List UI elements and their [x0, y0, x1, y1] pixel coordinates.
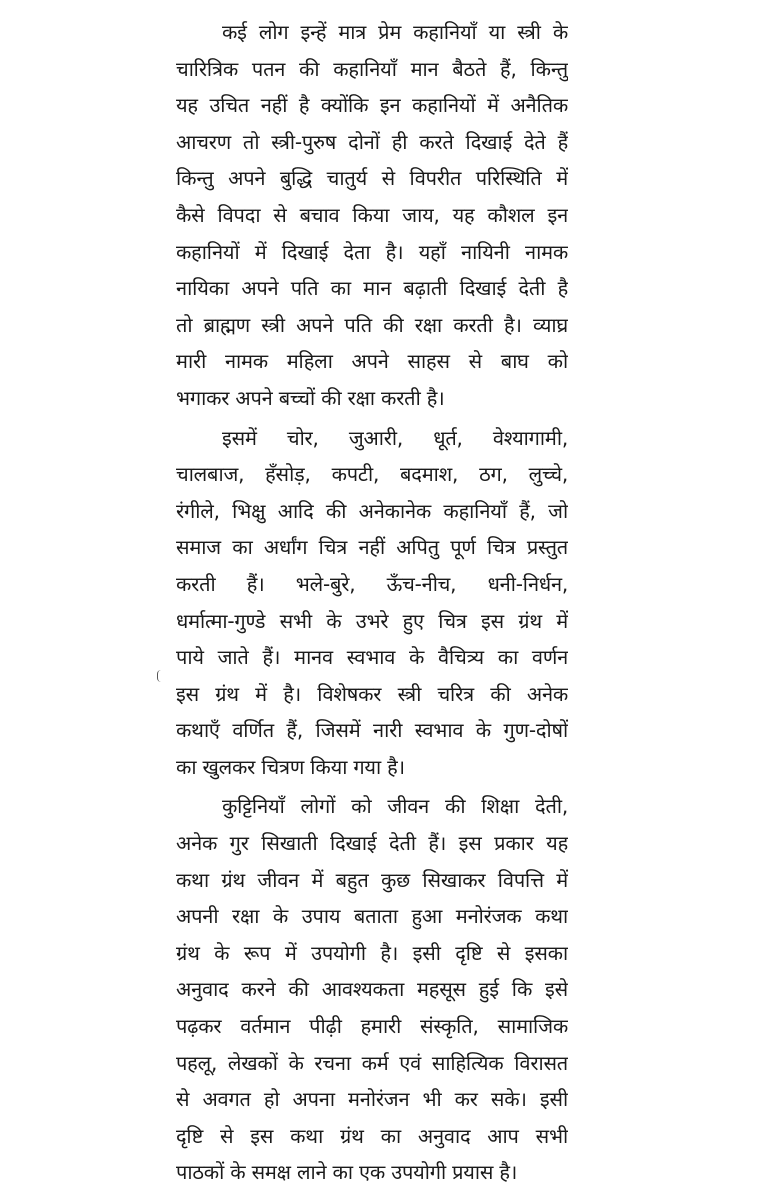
text-line: आचरण तो स्त्री-पुरुष दोनों ही करते दिखाई देते हैं — [176, 129, 568, 154]
text-line: किन्तु अपने बुद्धि चातुर्य से विपरीत परिस्थिति में — [176, 166, 568, 191]
text-line: इसमें चोर, जुआरी, धूर्त, वेश्यागामी, — [222, 425, 568, 450]
text-line: तो ब्राह्मण स्त्री अपने पति की रक्षा करती है। व्याघ्र — [176, 312, 568, 337]
text-line: कैसे विपदा से बचाव किया जाय, यह कौशल इन — [176, 202, 568, 227]
text-line: कई लोग इन्हें मात्र प्रेम कहानियाँ या स्त्री के — [222, 20, 568, 44]
text-line: धर्मात्मा-गुण्डे सभी के उभरे हुए चित्र इस ग्रंथ में — [176, 608, 568, 633]
text-line: अनुवाद करने की आवश्यकता महसूस हुई कि इसे — [176, 977, 568, 1002]
text-line: चालबाज, हँसोड़, कपटी, बदमाश, ठग, लुच्चे, — [176, 462, 568, 487]
text-line: रंगीले, भिक्षु आदि की अनेकानेक कहानियाँ हैं, जो — [176, 498, 568, 523]
margin-mark — [157, 670, 162, 682]
text-line: अनेक गुर सिखाती दिखाई देती हैं। इस प्रकार यह — [176, 831, 568, 856]
document-page — [176, 14, 568, 1191]
text-line: अपनी रक्षा के उपाय बताता हुआ मनोरंजक कथा — [176, 904, 568, 929]
text-line: ग्रंथ के रूप में उपयोगी है। इसी दृष्टि से इसका — [176, 940, 568, 965]
text-line: चारित्रिक पतन की कहानियाँ मान बैठते हैं, किन्तु — [176, 56, 568, 81]
text-line: मारी नामक महिला अपने साहस से बाघ को — [176, 349, 568, 374]
text-line: कथाएँ वर्णित हैं, जिसमें नारी स्वभाव के गुण-दोषों — [176, 718, 568, 743]
text-line: का खुलकर चित्रण किया गया है। — [176, 754, 405, 779]
text-line: कहानियों में दिखाई देता है। यहाँ नायिनी नामक — [176, 239, 568, 264]
text-line: नायिका अपने पति का मान बढ़ाती दिखाई देती है — [176, 276, 568, 301]
text-line: करती हैं। भले-बुरे, ऊँच-नीच, धनी-निर्धन, — [176, 571, 568, 596]
text-line: कुट्टिनियाँ लोगों को जीवन की शिक्षा देती, — [222, 794, 568, 819]
text-line: इस ग्रंथ में है। विशेषकर स्त्री चरित्र की अनेक — [176, 681, 568, 706]
text-line: समाज का अर्धांग चित्र नहीं अपितु पूर्ण चित्र प्रस्तुत — [176, 535, 568, 560]
text-line: यह उचित नहीं है क्योंकि इन कहानियों में अनैतिक — [176, 93, 568, 118]
text-line: दृष्टि से इस कथा ग्रंथ का अनुवाद आप सभी — [176, 1123, 568, 1148]
text-line: पाठकों के समक्ष लाने का एक उपयोगी प्रयास है। — [176, 1160, 518, 1185]
text-line: पहलू, लेखकों के रचना कर्म एवं साहित्यिक विरासत — [176, 1050, 568, 1075]
paragraph-1 — [176, 14, 568, 417]
paragraph-2 — [176, 420, 568, 786]
text-line: भगाकर अपने बच्चों की रक्षा करती है। — [176, 385, 445, 410]
text-line: पाये जाते हैं। मानव स्वभाव के वैचित्र्य का वर्णन — [176, 645, 568, 670]
text-line: कथा ग्रंथ जीवन में बहुत कुछ सिखाकर विपत्ति में — [176, 867, 568, 892]
text-line: पढ़कर वर्तमान पीढ़ी हमारी संस्कृति, सामाजिक — [176, 1014, 568, 1039]
paragraph-3 — [176, 788, 568, 1191]
text-line: से अवगत हो अपना मनोरंजन भी कर सके। इसी — [176, 1087, 568, 1112]
